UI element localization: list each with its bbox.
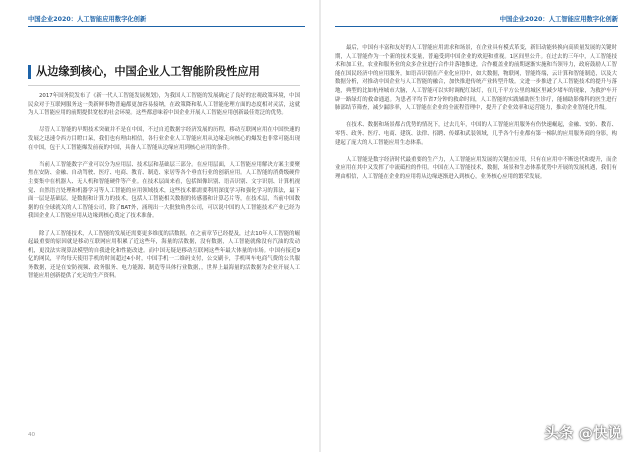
left-body-text: [28, 92, 300, 290]
paragraph: 2017年国务院发布了《新一代人工智能发展规划》，为我国人工智能的发展确定了良好的宏观政策环境，中国民众对于互联网服务这一类新鲜事物普遍都更加容易接纳，在政策降和私人工智能伦理方面的态度相对灵活，这就为人工智能应用的前期提供宽松的社会环境。这些都意味着中国企业开展人工智能应用创新最佳宽泛的优势。: [28, 93, 300, 117]
paragraph: 尽管人工智能的早期技术突破并不是在中国，不过自近数据字经济发展的历程，移动互联网应用在中国快速的发展之迅速令西方目瞪口呆，我们也有理由相信，各行业企业人工智能应用从边缘走向核心的爆发也非常可能出现在中国，包于人工智能爆发前夜的中国，具备人工智能从边缘应用到核心应用的条件。: [28, 127, 300, 151]
header-rule: [335, 26, 618, 27]
paragraph: 人工智能是数字经济时代最重要的生产力，人工智能应用发展的关键在应用，只有在应用中不断迭代和提升，而企业应用在其中又发挥了中流砥柱的作用。中国在人工智能技术，数据，场景和生态体系优势中开展的发展机遇，我们有理由相信，人工智能在企业的应用将从边缘逐渐进入到核心，业务核心应用的繁荣发展。: [335, 156, 617, 180]
watermark: 头条 @快说: [544, 426, 622, 442]
right-body-text: [335, 44, 617, 190]
section-rule: [28, 85, 300, 86]
section-accent-bar: [28, 65, 31, 79]
paragraph: 在技术、数据和场景都占优势的情况下，过去几年，中国的人工智能应用服务有伤快速崛起，金融、安防、教育、零售、政务、医疗、电商、建筑、法律、招聘、传媒和武装领域，几乎各个行业都有第一梯队的应用服务商的身影，构建起了庞大的人工智能应用生态体系。: [335, 122, 617, 146]
running-header: 中国企业2020：人工智能应用数字化创新: [28, 16, 147, 23]
header-rule: [28, 26, 305, 27]
left-page: [0, 0, 319, 452]
paragraph: 最后，中国有丰富和友好的人工智能应用需求和场景，在企业具有模式革变，新旧动能转换向高质量发展的关键时期，人工智能作为一个新的技术变量，普遍受到中国企业的欢迎和重视。1区间里公升。在过去的三年中，人工智能技术和加工业，农业和服务业的众多企业进行合作并落地推进，合作覆盖业的前期逐渐实施和当领导力，政府鼓励人工智能在国民经济中的应用服务，如语音识别在产业化应用中，如大数据，物联网，智能终端，云计算和智能制造，以及大数据分析，对推动中国企业与人工智能的融合，加快推进传统产业转型升级。文进一步推进了人工智能技术的提升与落地，典型的比如杭州城市大脑，人工智能可以实时调配红绿灯，在几千平方公里的城区里减少堵车的现象，为救护车开辟一路绿灯的救命通道。为患者平均节省7分钟的救命时间，人工智能的实践辅助医生诊疗，能辅助影像科的医生进行肺部结节筛查，减少漏诊率，人工智能在企业的全流程管理中，提升了企业效率和运营能力，推动企业智能化升级。: [335, 45, 617, 112]
page-number: 40: [28, 432, 36, 438]
paragraph: 除了人工智能技术，人工智能的发展还需要更多维度的活数据。在之前章节已经提及，过去10年人工智能的崛起最重要的原因就是移动互联网应用积累了近这些年，海量的活数据，没有数据，人工智能就像没有汽油的发动机，更没法实现算法模型的自我进化和性能改进。而中国无疑是移动互联网这些年最大体量的市场。中国有接近9亿的网民，平均每天使用手机的时间超过4小时，中国手机一二维码支付，公交刷卡，手机叫车电商气费的公共服务数据，还是在安防视频、政务服务、电力能源、制造等具体行业数据，，世界上最海量的活数据为企业开展人工智能应用创新提供了充足的生产资料。: [28, 230, 300, 280]
paragraph: 当前人工智能数字产业可以分为应用层、技术层和基础层三部分。在应用层面，人工智能应用解决方案主要聚焦在安防、金融、自动驾驶、医疗、电商、教育、制造、家居等各个垂直行业的创新应用。人工智能的消费级硬件主要集中在机器人、无人机和智能硬件等产业。在技术层面来看，包括图像识别、语音识别、文字识别、计算机视觉、自然语言处理和机器学习等人工智能的应用领域技术，这些技术都需要利用深度学习和强化学习的算法，最下面一层是基础层，是数据和计算力的技术。包括人工智能相关数据的传感器和计算芯片等，在技术层，当前中国数据的在全球就关的人工智能公司，除了BAT外，涌现出一大批独角兽公司，可以说中国的人工智能技术产业已经为我国企业人工智能应用从边缘到核心奠定了技术准备。: [28, 161, 300, 220]
right-page: [321, 0, 640, 452]
section-heading: [28, 62, 298, 82]
section-title: 从边缘到核心，中国企业人工智能阶段性应用: [36, 65, 260, 78]
running-header: 中国企业2020：人工智能应用数字化创新: [499, 16, 618, 23]
